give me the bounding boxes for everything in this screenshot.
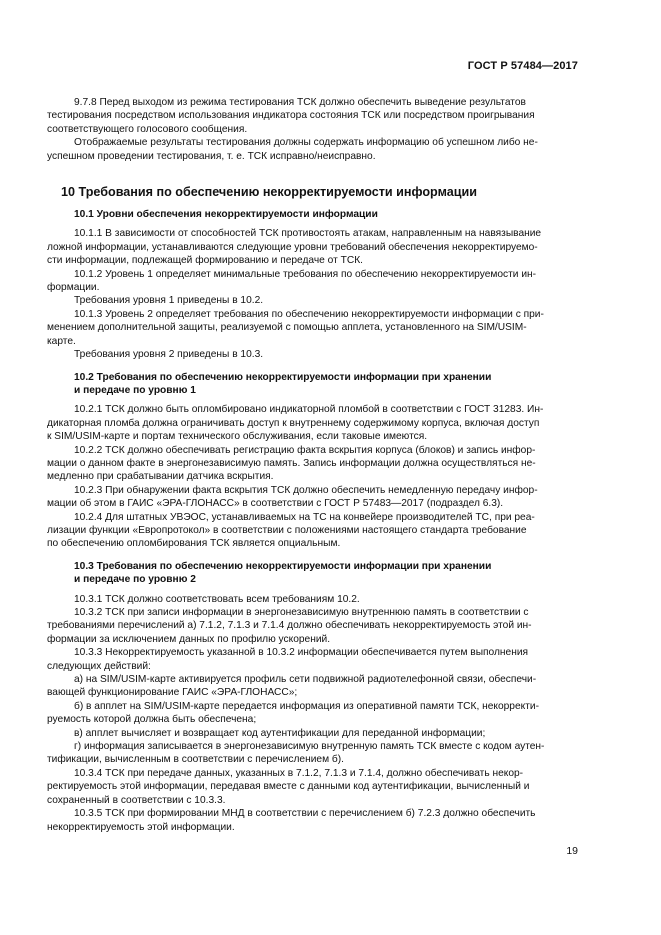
page-number: 19 xyxy=(566,845,578,857)
paragraph: 10.3.3 Некорректируемость указанной в 10.3.2 информации обеспечивается путем выполнения следующих действий: xyxy=(47,647,529,672)
paragraph: 10.1.1 В зависимости от способностей ТСК противостоять атакам, направленным на навязывание ложной информации, устанавливаются следующие уровни требований обеспечения некорректируемо- сти информации, подлежащей формированию и передаче от ТСК. xyxy=(47,228,542,267)
page-content xyxy=(47,96,583,834)
list-item: г) информация записывается в энергонезависимую внутренную память ТСК вместе с кодом аутен- тификации, вычисленным в соответствии с перечислением б). xyxy=(47,741,545,766)
paragraph: 10.3.5 ТСК при формировании МНД в соответствии с перечислением б) 7.2.3 должно обеспечить некорректируемость этой информации. xyxy=(47,808,536,833)
list-item: а) на SIM/USIM-карте активируется профиль сети подвижной радиотелефонной связи, обеспечи- вающей функционирование ГАИС «ЭРА-ГЛОНАСС»; xyxy=(47,674,537,699)
paragraph: 10.3.4 ТСК при передаче данных, указанных в 7.1.2, 7.1.3 и 7.1.4, должно обеспечивать некор- ректируемость этой информации, передавая вместе с данными код аутентификации, вычисленный и сохраненный в соответствии с 10.3.3. xyxy=(47,767,530,806)
subsection-heading: 10.1 Уровни обеспечения некорректируемости информации xyxy=(74,209,378,221)
paragraph: 9.7.8 Перед выходом из режима тестирования ТСК должно обеспечить выведение результатов тестирования посредством использования индикатора состояния ТСК или посредством проигрывания соответствующего голосового сообщения. xyxy=(47,97,535,135)
subsection-heading: 10.2 Требования по обеспечению некорректируемости информации при хранении и передаче по уровню 1 xyxy=(74,371,492,396)
paragraph: 10.3.2 ТСК при записи информации в энергонезависимую внутреннюю память в соответствии с требованиями перечислений а) 7.1.2, 7.1.3 и 7.1.4 должно обеспечивать некорректируемость этой ин- формации за исключением данных по профилю ускорений. xyxy=(47,607,532,645)
paragraph: Требования уровня 1 приведены в 10.2. xyxy=(74,295,264,307)
paragraph: 10.1.3 Уровень 2 определяет требования по обеспечению некорректируемости информации с при- менением дополнительной защиты, реализуемой с помощью апплета, установленного на SIM/USIM- карте. xyxy=(47,308,544,347)
list-item: б) в апплет на SIM/USIM-карте передается информация из оперативной памяти ТСК, некорректи- руемость которой должна быть обеспечена; xyxy=(47,700,539,726)
paragraph: 10.2.3 При обнаружении факта вскрытия ТСК должно обеспечить немедленную передачу инфор- мации об этом в ГАИС «ЭРА-ГЛОНАСС» в соответствии с ГОСТ Р 57483—2017 (подраздел 6.3). xyxy=(47,484,538,510)
list-item: в) апплет вычисляет и возвращает код аутентификации для переданной информации; xyxy=(74,727,486,739)
paragraph: 10.1.2 Уровень 1 определяет минимальные требования по обеспечению некорректируемости ин- формации. xyxy=(47,268,537,294)
subsection-heading: 10.3 Требования по обеспечению некорректируемости информации при хранении и передаче по уровню 2 xyxy=(74,560,492,586)
paragraph: 10.3.1 ТСК должно соответствовать всем требованиям 10.2. xyxy=(74,593,360,605)
paragraph: 10.2.4 Для штатных УВЭОС, устанавливаемых на ТС на конвейере производителей ТС, при реа- лизации функции «Европротокол» в соответствии с положениями настоящего стандарта требование по обеспечению опломбирования ТСК является опциальным. xyxy=(47,511,535,550)
section-heading: 10 Требования по обеспечению некорректируемости информации xyxy=(61,185,477,200)
paragraph: Требования уровня 2 приведены в 10.3. xyxy=(74,349,264,361)
paragraph: 10.2.2 ТСК должно обеспечивать регистрацию факта вскрытия корпуса (блоков) и запись инфор- мации о данном факте в энергонезависимую память. Запись информации должна осуществляться не- медленно при срабатывании датчика вскрытия. xyxy=(47,444,536,483)
paragraph: 10.2.1 ТСК должно быть опломбировано индикаторной пломбой в соответствии с ГОСТ 31283. Ин- дикаторная пломба должна ограничивать доступ к внутреннему содержимому корпуса, включая доступ к SIM/USIM-карте и портам технического обслуживания, если таковые имеются. xyxy=(47,404,544,443)
paragraph: Отображаемые результаты тестирования должны содержать информацию об успешном либо не- успешном проведении тестирования, т. е. ТСК исправно/неисправно. xyxy=(47,137,538,162)
document-code: ГОСТ Р 57484—2017 xyxy=(467,60,578,72)
